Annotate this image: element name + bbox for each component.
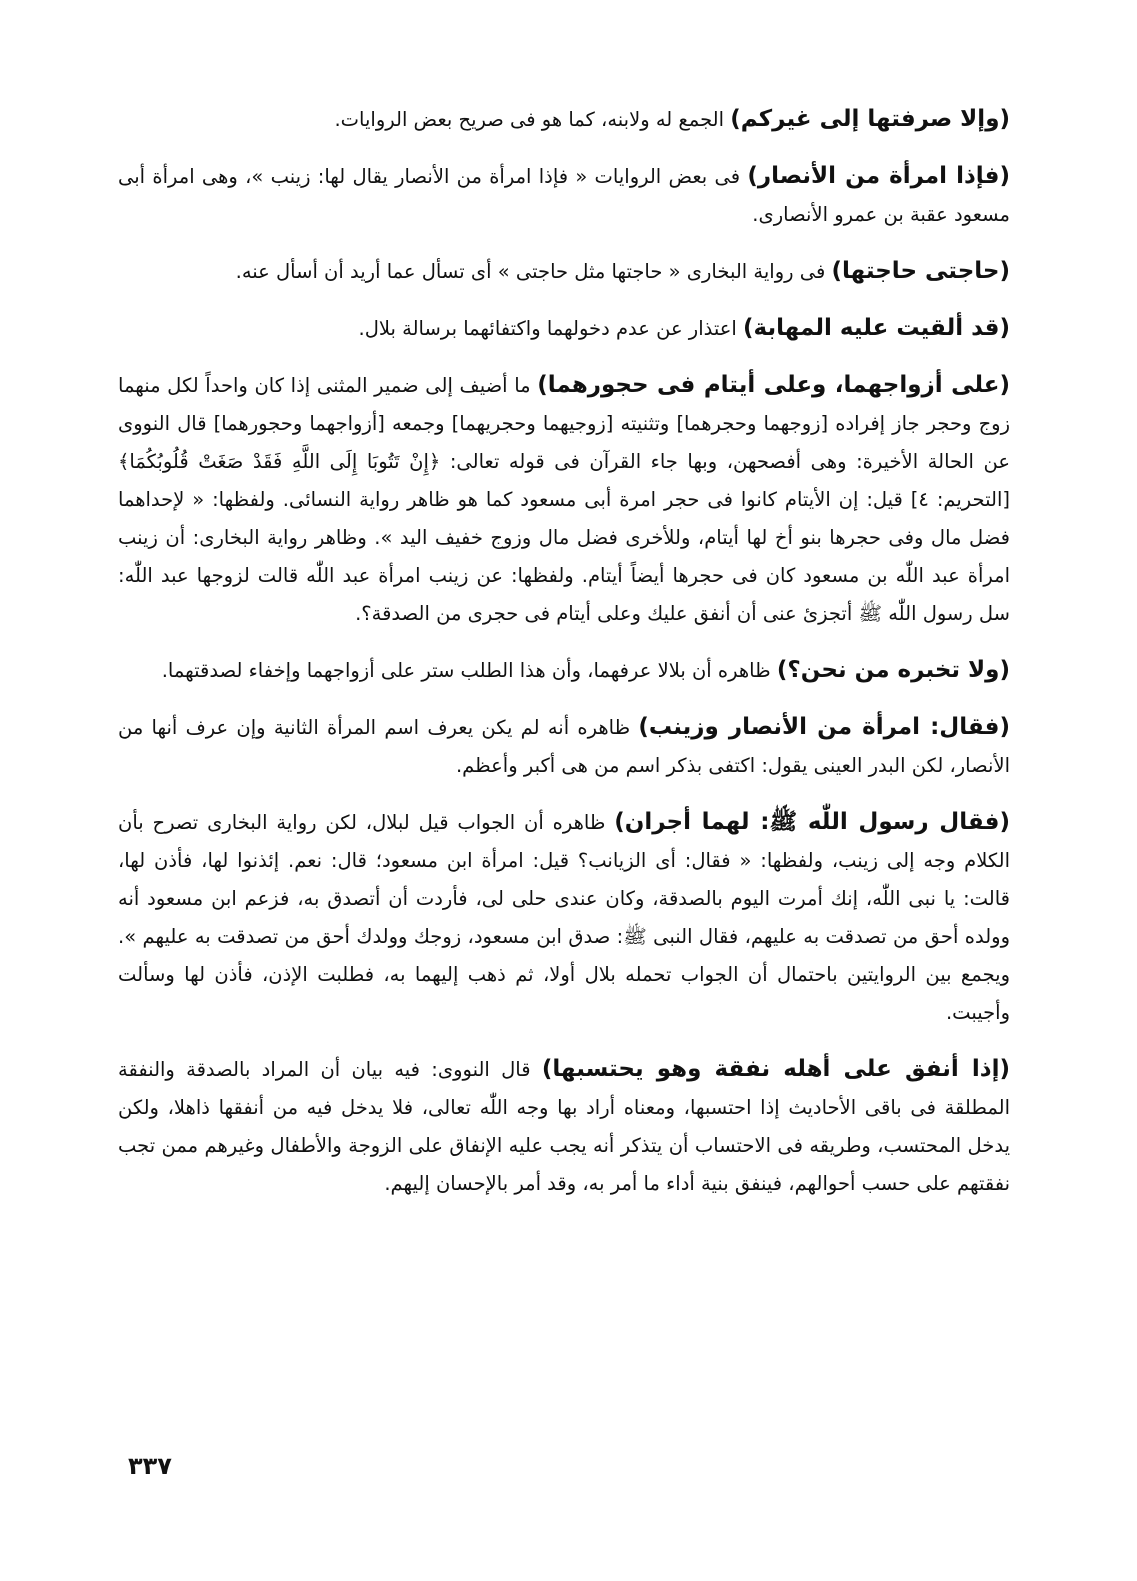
paragraph-body: ظاهره أن الجواب قيل لبلال، لكن رواية البخارى تصرح بأن الكلام وجه إلى زينب، ولفظها: « فقال: أى الزيانب؟ قيل: امرأة ابن مسعود؛ قال: نعم. إئذنوا لها، فأذن لها، قالت: يا نبى اللّٰه، إنك أمرت اليوم بالصدقة، وكان عندى حلى لى، فأردت أن أتصدق به، فزعم ابن مسعود أنه وولده أحق من تصدقت به عليهم، فقال النبى ﷺ: صدق ابن مسعود، زوجك وولدك أحق من تصدقت به عليهم ». ويجمع بين الروايتين باحتمال أن الجواب تحمله بلال أولا، ثم ذهب إليهما به، فطلبت الإذن، فأذن لها وسألت وأجيبت. bbox=[118, 811, 1010, 1024]
paragraph-body: ظاهره أنه لم يكن يعرف اسم المرأة الثانية وإن عرف أنها من الأنصار، لكن البدر العينى يقول: اكتفى بذكر اسم من هى أكبر وأعظم. bbox=[118, 716, 1010, 777]
paragraph-heading: (فقال رسول اللّٰه ﷺ: لهما أجران) bbox=[614, 809, 1010, 835]
paragraph-9 bbox=[118, 1050, 1010, 1203]
paragraph-body: اعتذار عن عدم دخولهما واكتفائهما برسالة بلال. bbox=[358, 317, 744, 340]
paragraph-8 bbox=[118, 803, 1010, 1032]
paragraph-body: ظاهره أن بلالا عرفهما، وأن هذا الطلب ستر على أزواجهما وإخفاء لصدقتهما. bbox=[161, 659, 777, 682]
paragraph-heading: (ولا تخبره من نحن؟) bbox=[776, 657, 1010, 683]
paragraph-heading: (إذا أنفق على أهله نفقة وهو يحتسبها) bbox=[541, 1056, 1010, 1082]
paragraph-body: فى بعض الروايات « فإذا امرأة من الأنصار يقال لها: زينب »، وهى امرأة أبى مسعود عقبة بن عمرو الأنصارى. bbox=[118, 165, 1010, 226]
paragraph-heading: (فقال: امرأة من الأنصار وزينب) bbox=[638, 714, 1010, 740]
paragraph-body: الجمع له ولابنه، كما هو فى صريح بعض الروايات. bbox=[334, 108, 731, 131]
paragraph-body: فى رواية البخارى « حاجتها مثل حاجتى » أى تسأل عما أريد أن أسأل عنه. bbox=[235, 260, 832, 283]
paragraph-body: قال النووى: فيه بيان أن المراد بالصدقة والنفقة المطلقة فى باقى الأحاديث إذا احتسبها، ومعناه أراد بها وجه اللّٰه تعالى، فلا يدخل فيه من أنفقها ذاهلا، ولكن يدخل المحتسب، وطريقه فى الاحتساب أن يتذكر أنه يجب عليه الإنفاق على الزوجة والأطفال وغيرهم ممن تجب نفقتهم على حسب أحوالهم، فينفق بنية أداء ما أمر به، وقد أمر بالإحسان إليهم. bbox=[118, 1058, 1010, 1195]
paragraph-3 bbox=[118, 252, 1010, 291]
paragraph-heading: (حاجتى حاجتها) bbox=[831, 258, 1010, 284]
paragraph-4 bbox=[118, 309, 1010, 348]
paragraph-6 bbox=[118, 651, 1010, 690]
paragraph-heading: (فإذا امرأة من الأنصار) bbox=[747, 163, 1011, 189]
paragraph-heading: (على أزواجهما، وعلى أيتام فى حجورهما) bbox=[537, 372, 1010, 398]
paragraph-2 bbox=[118, 157, 1010, 234]
page-number: ٣٣٧ bbox=[128, 1452, 172, 1480]
paragraph-heading: (وإلا صرفتها إلى غيركم) bbox=[730, 106, 1010, 132]
paragraph-5 bbox=[118, 366, 1010, 633]
paragraph-heading: (قد ألقيت عليه المهابة) bbox=[743, 315, 1010, 341]
document-page bbox=[118, 100, 1010, 1221]
paragraph-1 bbox=[118, 100, 1010, 139]
paragraph-7 bbox=[118, 708, 1010, 785]
paragraph-body: ما أضيف إلى ضمير المثنى إذا كان واحداً لكل منهما زوج وحجر جاز إفراده [زوجهما وحجرهما] وتثنيته [زوجيهما وحجريهما] وجمعه [أزواجهما وحجورهما] قال النووى عن الحالة الأخيرة: وهى أفصحهن، وبها جاء القرآن فى قوله تعالى: ﴿إِنْ تَتُوبَا إِلَى اللَّهِ فَقَدْ صَغَتْ قُلُوبُكُمَا﴾ [التحريم: ٤] قيل: إن الأيتام كانوا فى حجر امرة أبى مسعود كما هو ظاهر رواية النسائى. ولفظها: « لإحداهما فضل مال وفى حجرها بنو أخ لها أيتام، وللأخرى فضل مال وزوج خفيف اليد ». وظاهر رواية البخارى: أن زينب امرأة عبد اللّٰه بن مسعود كان فى حجرها أيضاً أيتام. ولفظها: عن زينب امرأة عبد اللّٰه قالت لزوجها عبد اللّٰه: سل رسول اللّٰه ﷺ أتجزئ عنى أن أنفق عليك وعلى أيتام فى حجرى من الصدقة؟. bbox=[118, 374, 1011, 625]
